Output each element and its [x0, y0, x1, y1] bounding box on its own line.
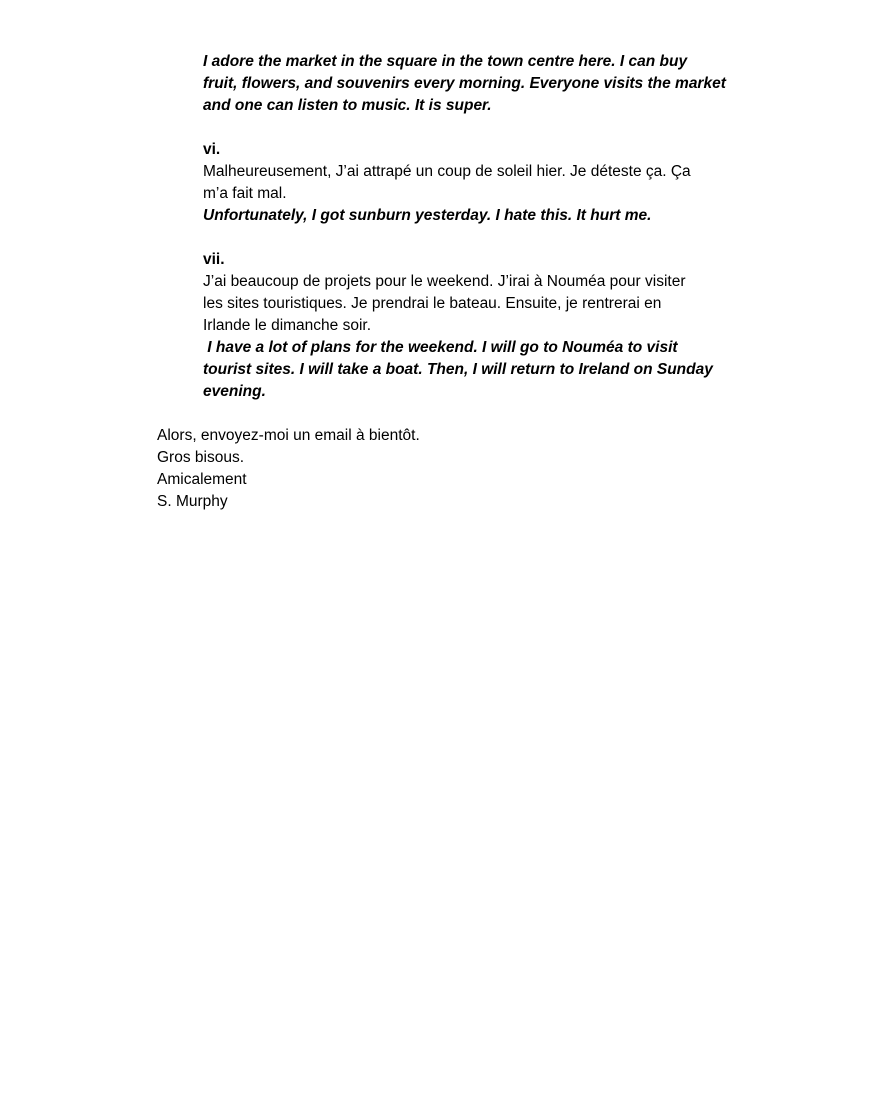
closing-line: Alors, envoyez-moi un email à bientôt. [157, 427, 420, 444]
indented-translations-block [203, 51, 743, 403]
french-paragraph-vii [203, 271, 743, 337]
section-numeral-vi: vi. [203, 141, 221, 158]
closing-line: Amicalement [157, 471, 247, 488]
signature-name: S. Murphy [157, 493, 228, 510]
translation-paragraph-v [203, 51, 743, 117]
text-line: Malheureusement, J’ai attrapé un coup de soleil hier. Je déteste ça. Ça [203, 163, 691, 180]
text-line: les sites touristiques. Je prendrai le bateau. Ensuite, je rentrerai en [203, 295, 662, 312]
english-paragraph-vii [203, 337, 743, 403]
text-line: m’a fait mal. [203, 185, 287, 202]
text-line: evening. [203, 383, 266, 400]
text-line: Irlande le dimanche soir. [203, 317, 372, 334]
text-line: fruit, flowers, and souvenirs every morning. Everyone visits the market [203, 75, 726, 92]
english-paragraph-vi [203, 205, 743, 227]
section-numeral-vii: vii. [203, 251, 225, 268]
text-line: and one can listen to music. It is super. [203, 97, 492, 114]
text-line: Unfortunately, I got sunburn yesterday. I hate this. It hurt me. [203, 207, 652, 224]
paragraph-spacer [203, 227, 743, 249]
french-paragraph-vi [203, 161, 743, 205]
paragraph-spacer [203, 117, 743, 139]
text-line: I have a lot of plans for the weekend. I will go to Nouméa to visit [203, 339, 678, 356]
letter-closing [157, 425, 657, 513]
closing-line: Gros bisous. [157, 449, 245, 466]
text-line: I adore the market in the square in the town centre here. I can buy [203, 53, 688, 70]
text-line: J’ai beaucoup de projets pour le weekend. J’irai à Nouméa pour visiter [203, 273, 686, 290]
text-line: tourist sites. I will take a boat. Then, I will return to Ireland on Sunday [203, 361, 713, 378]
